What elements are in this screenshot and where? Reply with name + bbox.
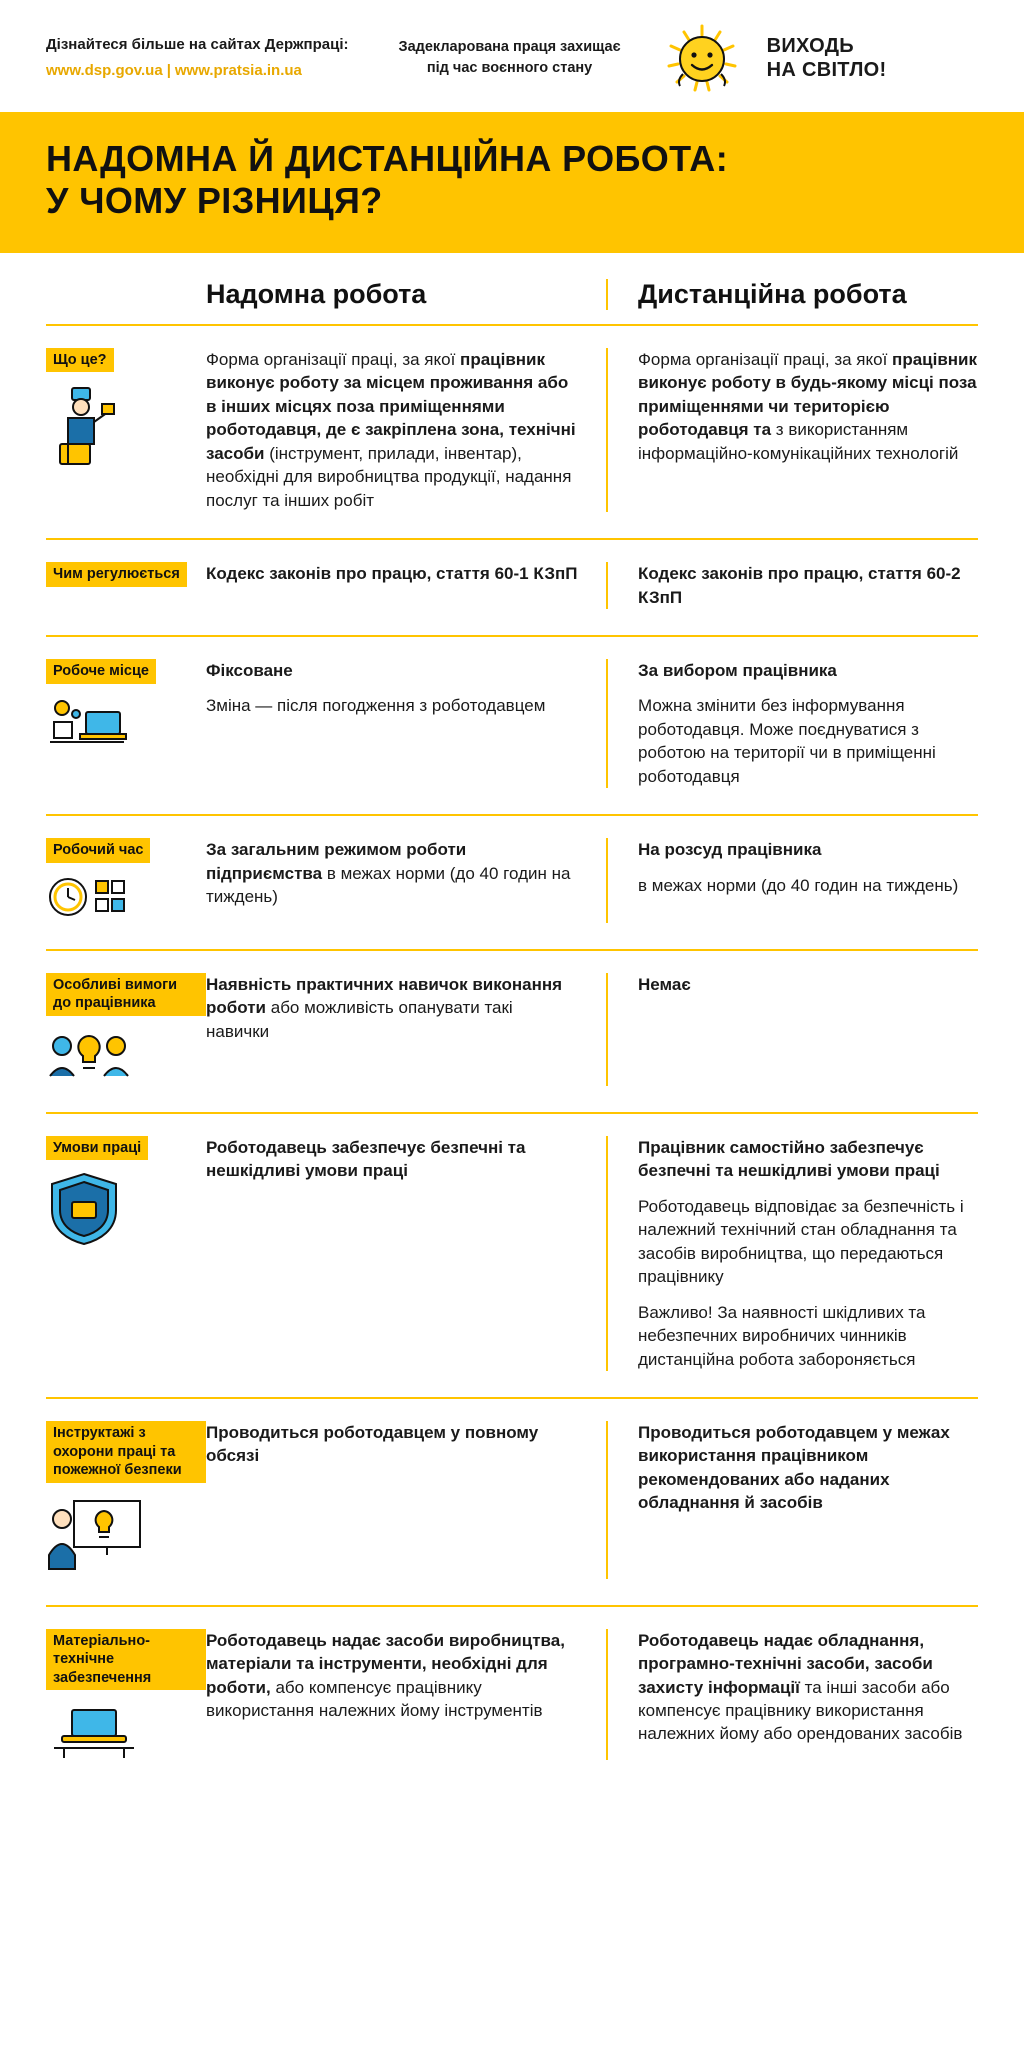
cell-text-bold: Кодекс законів про працю, стаття 60-1 КЗпП — [206, 564, 578, 584]
row-label-equipment — [46, 1629, 206, 1761]
row-tag: Матеріально-технічне забезпечення — [46, 1629, 206, 1691]
row-cell-home — [206, 562, 606, 609]
cell-text-bold: На розсуд працівника — [638, 840, 822, 860]
table-row — [46, 949, 978, 1112]
cell-text-bold: працівник виконує роботу за місцем проживання або в інших місцях поза приміщеннями роботодавця, де є закріплена зона, технічні засоби — [206, 349, 576, 463]
cell-text-tail: або можливість опанувати такі навички — [206, 998, 513, 1041]
row-tag: Особливі вимоги до працівника — [46, 973, 206, 1016]
slogan-line-1: Задекларована праця захищає — [398, 38, 621, 55]
row-cell-home — [206, 1629, 606, 1761]
table-header-row — [46, 253, 978, 324]
page-title-line-1: НАДОМНА Й ДИСТАНЦІЙНА РОБОТА: — [46, 138, 729, 179]
cell-text-bold: Роботодавець забезпечує безпечні та нешкідливі умови праці — [206, 1137, 526, 1181]
row-label-regulation — [46, 562, 206, 609]
row-cell-remote — [606, 1629, 978, 1761]
campaign-cta — [767, 34, 887, 83]
row-tag: Що це? — [46, 348, 114, 373]
cell-text-bold: Фіксоване — [206, 661, 293, 681]
campaign-slogan — [399, 37, 621, 79]
row-cell-remote — [606, 838, 978, 923]
row-cell-remote — [606, 659, 978, 788]
cell-text: в межах норми (до 40 годин на тиждень) — [638, 875, 959, 895]
cell-text-tail: в межах норми (до 40 годин на тиждень) — [206, 863, 571, 907]
column-header-home — [206, 279, 606, 310]
cell-text: Можна змінити без інформування роботодавця. Може поєднуватися з роботою на території чи в приміщенні роботодавця — [638, 696, 936, 786]
page-title-line-2: У ЧОМУ РІЗНИЦЯ? — [46, 180, 383, 222]
slogan-line-2: під час воєнного стану — [426, 60, 593, 76]
table-row — [46, 538, 978, 635]
cell-text-tail: або компенсує працівнику використання належних йому інструментів — [206, 1677, 543, 1720]
row-tag: Робочий час — [46, 838, 150, 863]
workplace-desk-icon — [46, 694, 206, 756]
link-dsp[interactable]: www.dsp.gov.ua — [46, 61, 163, 79]
cell-text-bold: Проводиться роботодавцем у межах використання працівником рекомендованих або наданих обладнання й засобів — [638, 1423, 950, 1513]
cell-text: Форма організації праці, за якої — [206, 349, 461, 369]
clock-calendar-icon — [46, 873, 206, 923]
row-label-working-conditions — [46, 1136, 206, 1371]
column-header-home-label: Надомна робота — [206, 278, 427, 309]
row-cell-home — [206, 1421, 606, 1579]
row-label-special-requirements — [46, 973, 206, 1086]
column-header-remote — [606, 279, 978, 310]
shield-protection-icon — [46, 1170, 206, 1248]
table-row — [46, 324, 978, 538]
row-cell-remote — [606, 973, 978, 1086]
cta-line-1: ВИХОДЬ — [766, 34, 854, 57]
cell-text-bold: Наявність практичних навичок виконання роботи — [206, 974, 563, 1018]
cell-text-bold: Працівник самостійно забезпечує безпечні та нешкідливі умови праці — [638, 1137, 940, 1181]
cell-text-bold: Кодекс законів про працю, стаття 60-2 КЗпП — [638, 564, 961, 607]
cell-text-bold: Проводиться роботодавцем у повному обсязі — [206, 1423, 539, 1466]
cell-text-tail: та інші засоби або компенсує працівнику використання належних йому або орендованих засобів — [638, 1677, 963, 1744]
table-row — [46, 1605, 978, 1787]
training-presentation-icon — [46, 1493, 206, 1579]
cell-text-bold: Роботодавець надає обладнання, програмно-технічні засоби, засоби захисту інформації — [638, 1630, 933, 1697]
row-tag: Умови праці — [46, 1136, 148, 1161]
laptop-desk-icon — [46, 1700, 206, 1760]
learn-more-block — [46, 34, 349, 82]
row-tag: Чим регулюється — [46, 562, 187, 587]
row-label-what-is-it — [46, 348, 206, 512]
table-row — [46, 1397, 978, 1605]
row-cell-home — [206, 838, 606, 923]
cell-text-bold: Немає — [638, 974, 691, 994]
table-row — [46, 814, 978, 949]
row-tag: Робоче місце — [46, 659, 156, 684]
cell-text-bold: Роботодавець надає засоби виробництва, матеріали та інструменти, необхідні для роботи, — [206, 1630, 565, 1697]
cell-text-tail: (інструмент, прилади, інвентар), необхідні для виробництва продукції, надання послуг та інших робіт — [206, 443, 572, 510]
table-row — [46, 635, 978, 814]
row-cell-remote — [606, 348, 978, 512]
row-label-safety-briefings — [46, 1421, 206, 1579]
link-separator: | — [166, 61, 171, 79]
cell-text: Роботодавець відповідає за безпечність і належний технічний стан обладнання та засобів виробництва, що передаються працівнику — [638, 1196, 964, 1287]
cell-text: Зміна — після погодження з роботодавцем — [206, 696, 546, 716]
row-label-working-time — [46, 838, 206, 923]
worker-with-tools-icon — [46, 382, 206, 474]
row-cell-home — [206, 659, 606, 788]
top-bar — [0, 0, 1024, 112]
row-tag: Інструктажі з охорони праці та пожежної безпеки — [46, 1421, 206, 1483]
cell-text-tail: з використанням інформаційно-комунікаційних технологій — [638, 420, 959, 463]
row-label-workplace — [46, 659, 206, 788]
cta-line-2: НА СВІТЛО! — [766, 59, 887, 81]
cell-text: Форма організації праці, за якої — [638, 349, 893, 369]
link-pratsia[interactable]: www.pratsia.in.ua — [174, 61, 302, 79]
skills-people-icon — [46, 1026, 206, 1086]
title-banner — [0, 112, 1024, 253]
row-cell-home — [206, 973, 606, 1086]
cell-text-bold: За вибором працівника — [638, 661, 837, 681]
table-row — [46, 1112, 978, 1397]
cell-text: Важливо! За наявності шкідливих та небезпечних виробничих чинників дистанційна робота забороняється — [638, 1302, 926, 1369]
row-cell-remote — [606, 1421, 978, 1579]
cell-text-bold: працівник виконує роботу в будь-якому місці поза приміщеннями чи територією роботодавця та — [638, 349, 978, 440]
comparison-table — [0, 253, 1024, 1826]
header-spacer — [46, 279, 206, 310]
page-title — [46, 138, 978, 223]
site-links — [46, 60, 349, 83]
row-cell-remote — [606, 1136, 978, 1371]
column-header-remote-label: Дистанційна робота — [638, 278, 907, 309]
cell-text-bold: За загальним режимом роботи підприємства — [206, 840, 467, 883]
row-cell-remote — [606, 562, 978, 609]
row-cell-home — [206, 1136, 606, 1371]
row-cell-home — [206, 348, 606, 512]
sun-character-icon — [663, 22, 741, 94]
learn-more-text: Дізнайтеся більше на сайтах Держпраці: — [46, 36, 349, 53]
